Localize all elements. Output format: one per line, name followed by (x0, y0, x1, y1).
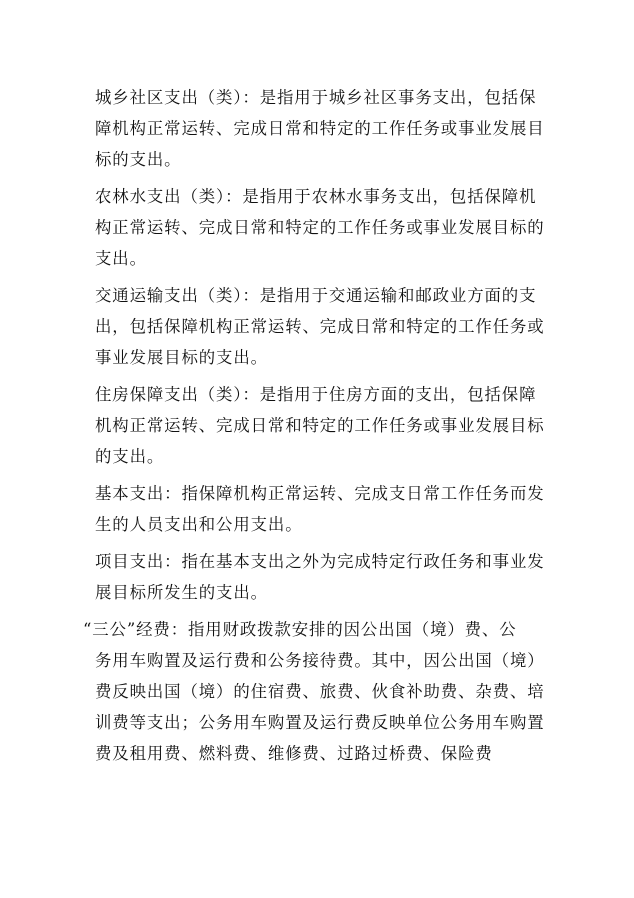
text-line: 展目标所发生的支出。 (95, 583, 268, 602)
text-line: 构正常运转、完成日常和特定的工作任务或事业发展目标的 (95, 218, 545, 237)
text-line: 支出。 (95, 249, 147, 268)
paragraph-housing-security (95, 379, 547, 472)
text-line: 标的支出。 (95, 150, 182, 169)
document-body (83, 82, 547, 775)
paragraph-basic-expenditure (95, 478, 547, 540)
paragraph-transportation (95, 280, 547, 373)
text-line: 生的人员支出和公用支出。 (95, 515, 303, 534)
text-line: 交通运输支出（类）：是指用于交通运输和邮政业方面的支 (95, 286, 537, 305)
text-line: 费及租用费、燃料费、维修费、过路过桥费、保险费 (95, 744, 493, 763)
text-line: 事业发展目标的支出。 (95, 348, 268, 367)
text-line: 的支出。 (95, 447, 165, 466)
paragraph-agriculture-forestry-water (95, 181, 547, 274)
text-line: 出，包括保障机构正常运转、完成日常和特定的工作任务或 (95, 317, 545, 336)
text-line: 住房保障支出（类）：是指用于住房方面的支出，包括保障 (95, 385, 537, 404)
text-line: 机构正常运转、完成日常和特定的工作任务或事业发展目标 (95, 416, 545, 435)
text-line: 基本支出：指保障机构正常运转、完成支日常工作任务而发 (95, 484, 545, 503)
text-line: 费反映出国（境）的住宿费、旅费、伙食补助费、杂费、培 (95, 682, 545, 701)
text-line: 项目支出：指在基本支出之外为完成特定行政任务和事业发 (95, 552, 545, 571)
text-line: “三公”经费：指用财政拨款安排的因公出国（境）费、公 (83, 620, 517, 639)
text-line: 训费等支出；公务用车购置及运行费反映单位公务用车购置 (95, 713, 545, 732)
text-line: 城乡社区支出（类）：是指用于城乡社区事务支出，包括保 (95, 88, 537, 107)
text-line: 务用车购置及运行费和公务接待费。其中，因公出国（境） (95, 651, 545, 670)
text-line: 障机构正常运转、完成日常和特定的工作任务或事业发展目 (95, 119, 545, 138)
paragraph-project-expenditure (95, 546, 547, 608)
paragraph-urban-rural-community (95, 82, 547, 175)
paragraph-three-public-expenses (83, 614, 547, 769)
text-line: 农林水支出（类）：是指用于农林水事务支出，包括保障机 (95, 187, 537, 206)
